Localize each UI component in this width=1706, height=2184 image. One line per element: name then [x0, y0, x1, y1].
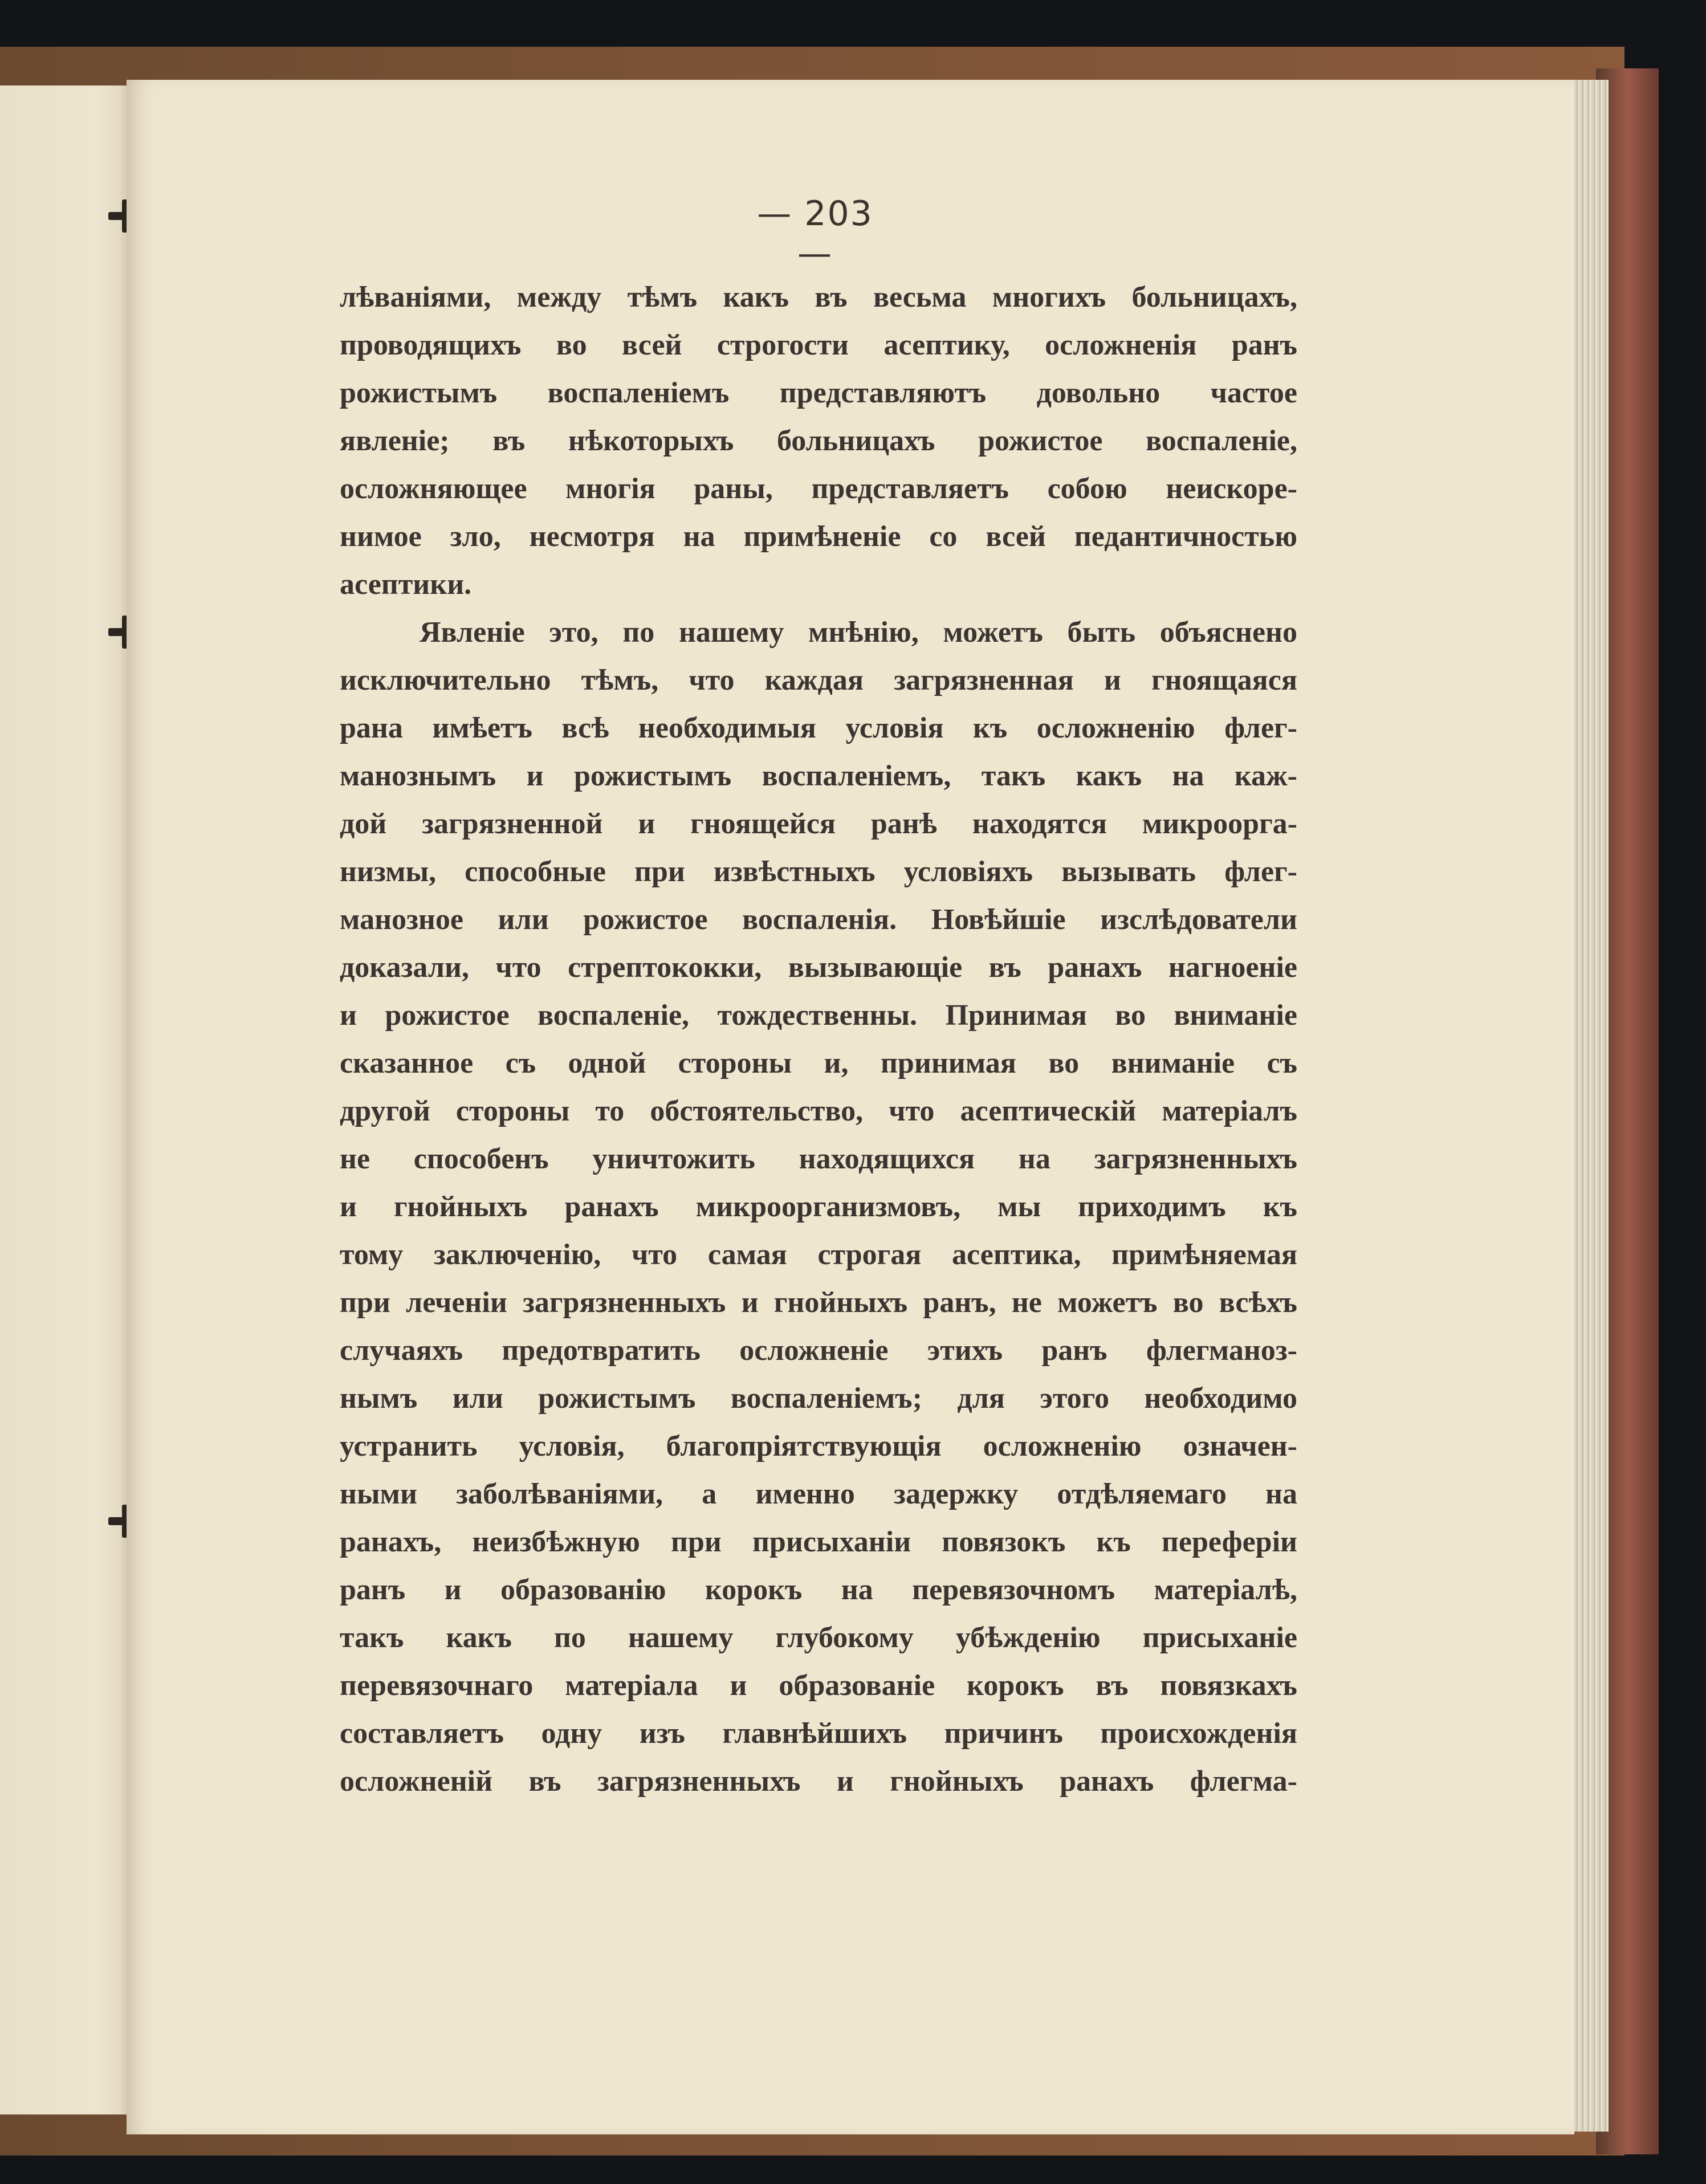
text-line: манозное или рожистое воспаленія. Новѣйшіе изслѣдователи — [340, 903, 1297, 936]
page-edges — [1574, 80, 1609, 2132]
text-line: тому заключенію, что самая строгая асептика, примѣняемая — [340, 1238, 1297, 1271]
text-line: низмы, способные при извѣстныхъ условіяхъ вызывать флег- — [340, 855, 1297, 888]
text-line: и рожистое воспаленіе, тождественны. Принимая во вниманіе — [340, 999, 1297, 1032]
text-line: составляетъ одну изъ главнѣйшихъ причинъ происхожденія — [340, 1717, 1297, 1750]
text-line: лѣваніями, между тѣмъ какъ въ весьма многихъ больницахъ, — [340, 281, 1297, 313]
text-line: явленіе; въ нѣкоторыхъ больницахъ рожистое воспаленіе, — [340, 425, 1297, 457]
text-line: исключительно тѣмъ, что каждая загрязненная и гноящаяся — [340, 664, 1297, 696]
text-line: при леченіи загрязненныхъ и гнойныхъ ранъ, не можетъ во всѣхъ — [340, 1286, 1297, 1319]
text-line: ными заболѣваніями, а именно задержку отдѣляемаго на — [340, 1478, 1297, 1510]
text-line: Явленіе это, по нашему мнѣнію, можетъ быть объяснено — [420, 616, 1297, 649]
text-line: сказанное съ одной стороны и, принимая во вниманіе съ — [340, 1047, 1297, 1079]
text-line: такъ какъ по нашему глубокому убѣжденію присыханіе — [340, 1621, 1297, 1654]
text-line: манознымъ и рожистымъ воспаленіемъ, такъ какъ на каж- — [340, 760, 1297, 792]
body-text — [340, 274, 1297, 1806]
text-line: осложненій въ загрязненныхъ и гнойныхъ ранахъ флегма- — [340, 1765, 1297, 1798]
text-line: устранить условія, благопріятствующія осложненію означен- — [340, 1430, 1297, 1462]
text-line: перевязочнаго матеріала и образованіе корокъ въ повязкахъ — [340, 1669, 1297, 1702]
text-line: дой загрязненной и гноящейся ранѣ находятся микроорга- — [340, 808, 1297, 840]
text-line: рана имѣетъ всѣ необходимыя условія къ осложненію флег- — [340, 712, 1297, 744]
text-line: нымъ или рожистымъ воспаленіемъ; для этого необходимо — [340, 1382, 1297, 1415]
text-line: ранахъ, неизбѣжную при присыханіи повязокъ къ переферіи — [340, 1526, 1297, 1558]
text-line: нимое зло, несмотря на примѣненіе со всей педантичностью — [340, 520, 1297, 553]
text-line: проводящихъ во всей строгости асептику, осложненія ранъ — [340, 329, 1297, 361]
text-line: ранъ и образованію корокъ на перевязочномъ матеріалѣ, — [340, 1574, 1297, 1606]
text-line: асептики. — [340, 568, 472, 601]
text-line: осложняющее многія раны, представляетъ собою неискоре- — [340, 472, 1297, 505]
text-line: другой стороны то обстоятельство, что асептическій матеріалъ — [340, 1095, 1297, 1127]
page-number: — 203 — — [757, 194, 873, 274]
text-line: рожистымъ воспаленіемъ представляютъ довольно частое — [340, 377, 1297, 409]
text-line: случаяхъ предотвратить осложненіе этихъ ранъ флегманоз- — [340, 1334, 1297, 1367]
text-line: и гнойныхъ ранахъ микроорганизмовъ, мы приходимъ къ — [340, 1191, 1297, 1223]
text-line: не способенъ уничтожить находящихся на загрязненныхъ — [340, 1143, 1297, 1175]
text-line: доказали, что стрептококки, вызывающіе въ ранахъ нагноеніе — [340, 951, 1297, 984]
